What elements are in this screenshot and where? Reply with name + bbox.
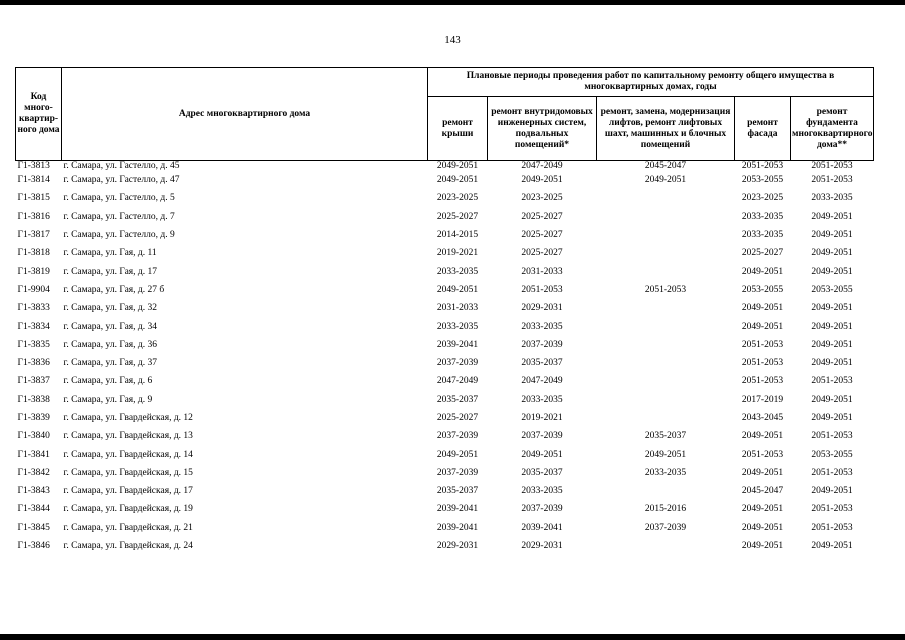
table-header — [16, 68, 874, 161]
cell-facade: 2051-2053 — [741, 358, 784, 369]
table-row — [16, 317, 874, 335]
cell-systems: 2035-2037 — [521, 358, 563, 369]
cell-facade: 2049-2051 — [741, 303, 784, 314]
table-row — [16, 354, 874, 372]
header-facade: ремонт фасада — [735, 97, 791, 161]
table-row — [16, 189, 874, 207]
cell-facade: 2045-2047 — [741, 486, 784, 497]
cell-code: Г1-3843 — [17, 486, 50, 497]
cell-lifts — [597, 537, 735, 555]
cell-address: г. Самара, ул. Гая, д. 32 — [63, 303, 158, 314]
cell-systems: 2033-2035 — [521, 394, 563, 405]
cell-code: Г1-3842 — [17, 467, 50, 478]
cell-foundation: 2053-2055 — [811, 284, 853, 295]
cell-code: Г1-3814 — [17, 175, 50, 186]
table-row — [16, 208, 874, 226]
cell-roof: 2049-2051 — [436, 161, 479, 171]
cell-foundation: 2049-2051 — [811, 266, 853, 277]
cell-systems: 2037-2039 — [521, 504, 563, 515]
cell-facade: 2023-2025 — [741, 193, 784, 204]
cell-code: Г1-3836 — [17, 358, 50, 369]
table-row — [16, 537, 874, 555]
cell-code: Г1-3833 — [17, 303, 50, 314]
cell-foundation: 2051-2053 — [811, 175, 853, 186]
cell-systems: 2035-2037 — [521, 467, 563, 478]
cell-foundation: 2049-2051 — [811, 321, 853, 332]
cell-code: Г1-3834 — [17, 321, 50, 332]
cell-foundation: 2049-2051 — [811, 541, 853, 552]
cell-systems: 2029-2031 — [521, 303, 563, 314]
table-row — [16, 391, 874, 409]
cell-systems: 2037-2039 — [521, 339, 563, 350]
table-row — [16, 171, 874, 189]
cell-lifts: 2045-2047 — [644, 161, 687, 171]
cell-lifts — [597, 391, 735, 409]
cell-address: г. Самара, ул. Гвардейская, д. 21 — [63, 522, 193, 533]
cell-foundation: 2049-2051 — [811, 486, 853, 497]
cell-code: Г1-3835 — [17, 339, 50, 350]
cell-facade: 2051-2053 — [741, 339, 784, 350]
page-number: 143 — [444, 34, 461, 46]
cell-roof: 2037-2039 — [436, 431, 479, 442]
cell-facade: 2051-2053 — [741, 376, 784, 387]
cell-roof: 2035-2037 — [436, 486, 479, 497]
cell-foundation: 2049-2051 — [811, 248, 853, 259]
cell-code: Г1-9904 — [17, 284, 50, 295]
cell-facade: 2033-2035 — [741, 211, 784, 222]
header-systems: ремонт внутридомовых инженерных систем, подвальных помещений* — [488, 97, 597, 161]
cell-address: г. Самара, ул. Гая, д. 11 — [63, 248, 157, 259]
table-row — [16, 427, 874, 445]
cell-systems: 2019-2021 — [521, 413, 563, 423]
cell-facade: 2049-2051 — [741, 522, 784, 533]
cell-foundation: 2049-2051 — [811, 339, 853, 350]
cell-foundation: 2051-2053 — [811, 161, 853, 171]
cell-roof: 2014-2015 — [436, 230, 479, 241]
cell-lifts: 2049-2051 — [644, 175, 687, 186]
cell-address: г. Самара, ул. Гая, д. 17 — [63, 266, 158, 277]
cell-address: г. Самара, ул. Гвардейская, д. 17 — [63, 486, 193, 497]
cell-lifts — [597, 372, 735, 390]
cell-address: г. Самара, ул. Гвардейская, д. 14 — [63, 449, 193, 460]
cell-roof: 2039-2041 — [436, 504, 479, 515]
cell-code: Г1-3819 — [17, 266, 50, 277]
cell-lifts: 2049-2051 — [644, 449, 687, 460]
cell-roof: 2019-2021 — [436, 248, 479, 259]
cell-roof: 2035-2037 — [436, 394, 479, 405]
cell-code: Г1-3815 — [17, 193, 50, 204]
cell-foundation: 2051-2053 — [811, 522, 853, 533]
cell-code: Г1-3840 — [17, 431, 50, 442]
cell-facade: 2049-2051 — [741, 431, 784, 442]
cell-lifts — [597, 208, 735, 226]
top-border — [0, 0, 905, 5]
cell-foundation: 2049-2051 — [811, 394, 853, 405]
header-roof: ремонт крыши — [428, 97, 488, 161]
table-row — [16, 482, 874, 500]
cell-code: Г1-3846 — [17, 541, 50, 552]
cell-facade: 2049-2051 — [741, 266, 784, 277]
cell-lifts — [597, 226, 735, 244]
table-row — [16, 500, 874, 518]
header-periods: Плановые периоды проведения работ по капитальному ремонту общего имущества в многоквартирных домах, годы — [428, 68, 874, 97]
cell-address: г. Самара, ул. Гая, д. 9 — [63, 394, 153, 405]
cell-code: Г1-3818 — [17, 248, 50, 259]
header-address: Адрес многоквартирного дома — [62, 68, 428, 161]
cell-roof: 2049-2051 — [436, 175, 479, 186]
cell-systems: 2033-2035 — [521, 486, 563, 497]
cell-foundation: 2049-2051 — [811, 413, 853, 423]
cell-roof: 2029-2031 — [436, 541, 479, 552]
table-row — [16, 161, 874, 172]
cell-code: Г1-3844 — [17, 504, 50, 515]
cell-facade: 2053-2055 — [741, 175, 784, 186]
cell-address: г. Самара, ул. Гвардейская, д. 13 — [63, 431, 193, 442]
cell-address: г. Самара, ул. Гастелло, д. 45 — [63, 161, 180, 171]
cell-roof: 2039-2041 — [436, 522, 479, 533]
table-body — [16, 161, 874, 556]
cell-lifts: 2033-2035 — [644, 467, 687, 478]
cell-address: г. Самара, ул. Гвардейская, д. 15 — [63, 467, 193, 478]
table-row — [16, 372, 874, 390]
cell-roof: 2023-2025 — [436, 193, 479, 204]
cell-facade: 2017-2019 — [741, 394, 784, 405]
cell-lifts — [597, 299, 735, 317]
cell-systems: 2039-2041 — [521, 522, 563, 533]
cell-foundation: 2033-2035 — [811, 193, 853, 204]
cell-address: г. Самара, ул. Гая, д. 36 — [63, 339, 158, 350]
cell-address: г. Самара, ул. Гастелло, д. 5 — [63, 193, 175, 204]
cell-roof: 2025-2027 — [436, 211, 479, 222]
cell-roof: 2037-2039 — [436, 467, 479, 478]
cell-roof: 2033-2035 — [436, 266, 479, 277]
cell-facade: 2053-2055 — [741, 284, 784, 295]
cell-foundation: 2049-2051 — [811, 211, 853, 222]
table-row — [16, 409, 874, 427]
cell-systems: 2049-2051 — [521, 449, 563, 460]
cell-foundation: 2051-2053 — [811, 431, 853, 442]
header-foundation: ремонт фундамента многоквартирного дома** — [791, 97, 874, 161]
cell-lifts — [597, 244, 735, 262]
cell-code: Г1-3838 — [17, 394, 50, 405]
cell-code: Г1-3839 — [17, 413, 50, 423]
header-lifts: ремонт, замена, модернизация лифтов, ремонт лифтовых шахт, машинных и блочных помещений — [597, 97, 735, 161]
table-row — [16, 262, 874, 280]
cell-roof: 2031-2033 — [436, 303, 479, 314]
cell-code: Г1-3845 — [17, 522, 50, 533]
cell-facade: 2051-2053 — [741, 449, 784, 460]
cell-address: г. Самара, ул. Гая, д. 6 — [63, 376, 153, 387]
cell-systems: 2047-2049 — [521, 376, 563, 387]
cell-systems: 2023-2025 — [521, 193, 563, 204]
cell-code: Г1-3837 — [17, 376, 50, 387]
cell-lifts — [597, 409, 735, 427]
cell-lifts — [597, 482, 735, 500]
cell-lifts: 2037-2039 — [644, 522, 687, 533]
cell-lifts — [597, 336, 735, 354]
cell-systems: 2025-2027 — [521, 248, 563, 259]
table-row — [16, 281, 874, 299]
cell-foundation: 2053-2055 — [811, 449, 853, 460]
cell-code: Г1-3813 — [17, 161, 50, 171]
table-row — [16, 244, 874, 262]
cell-foundation: 2051-2053 — [811, 376, 853, 387]
cell-facade: 2025-2027 — [741, 248, 784, 259]
table-row — [16, 445, 874, 463]
cell-roof: 2037-2039 — [436, 358, 479, 369]
cell-lifts: 2015-2016 — [644, 504, 687, 515]
cell-code: Г1-3817 — [17, 230, 50, 241]
bottom-border — [0, 634, 905, 640]
cell-address: г. Самара, ул. Гвардейская, д. 24 — [63, 541, 193, 552]
cell-systems: 2025-2027 — [521, 230, 563, 241]
cell-facade: 2051-2053 — [741, 161, 784, 171]
cell-systems: 2031-2033 — [521, 266, 563, 277]
cell-address: г. Самара, ул. Гая, д. 37 — [63, 358, 158, 369]
cell-lifts — [597, 354, 735, 372]
cell-code: Г1-3816 — [17, 211, 50, 222]
cell-facade: 2049-2051 — [741, 321, 784, 332]
table-row — [16, 226, 874, 244]
cell-roof: 2047-2049 — [436, 376, 479, 387]
cell-roof: 2049-2051 — [436, 449, 479, 460]
header-code: Код много-квартир-ного дома — [16, 68, 62, 161]
cell-roof: 2049-2051 — [436, 284, 479, 295]
table-row — [16, 336, 874, 354]
cell-systems: 2025-2027 — [521, 211, 563, 222]
cell-address: г. Самара, ул. Гвардейская, д. 12 — [63, 413, 193, 423]
cell-facade: 2049-2051 — [741, 504, 784, 515]
cell-roof: 2039-2041 — [436, 339, 479, 350]
table-row — [16, 464, 874, 482]
cell-code: Г1-3841 — [17, 449, 50, 460]
cell-facade: 2049-2051 — [741, 467, 784, 478]
cell-foundation: 2051-2053 — [811, 467, 853, 478]
cell-lifts — [597, 262, 735, 280]
cell-lifts: 2051-2053 — [644, 284, 687, 295]
cell-roof: 2025-2027 — [436, 413, 479, 423]
cell-address: г. Самара, ул. Гвардейская, д. 19 — [63, 504, 193, 515]
cell-systems: 2049-2051 — [521, 175, 563, 186]
cell-lifts — [597, 317, 735, 335]
cell-facade: 2043-2045 — [741, 413, 784, 423]
cell-foundation: 2049-2051 — [811, 303, 853, 314]
table-row — [16, 299, 874, 317]
cell-roof: 2033-2035 — [436, 321, 479, 332]
table-row — [16, 519, 874, 537]
cell-systems: 2029-2031 — [521, 541, 563, 552]
cell-systems: 2037-2039 — [521, 431, 563, 442]
cell-foundation: 2049-2051 — [811, 230, 853, 241]
cell-foundation: 2049-2051 — [811, 358, 853, 369]
cell-foundation: 2051-2053 — [811, 504, 853, 515]
cell-systems: 2047-2049 — [521, 161, 563, 171]
cell-address: г. Самара, ул. Гастелло, д. 7 — [63, 211, 175, 222]
repair-schedule-table — [15, 67, 874, 555]
cell-facade: 2033-2035 — [741, 230, 784, 241]
cell-address: г. Самара, ул. Гастелло, д. 9 — [63, 230, 175, 241]
cell-facade: 2049-2051 — [741, 541, 784, 552]
cell-address: г. Самара, ул. Гая, д. 34 — [63, 321, 158, 332]
cell-systems: 2033-2035 — [521, 321, 563, 332]
cell-lifts: 2035-2037 — [644, 431, 687, 442]
cell-lifts — [597, 189, 735, 207]
cell-address: г. Самара, ул. Гастелло, д. 47 — [63, 175, 180, 186]
cell-systems: 2051-2053 — [521, 284, 563, 295]
cell-address: г. Самара, ул. Гая, д. 27 б — [63, 284, 165, 295]
